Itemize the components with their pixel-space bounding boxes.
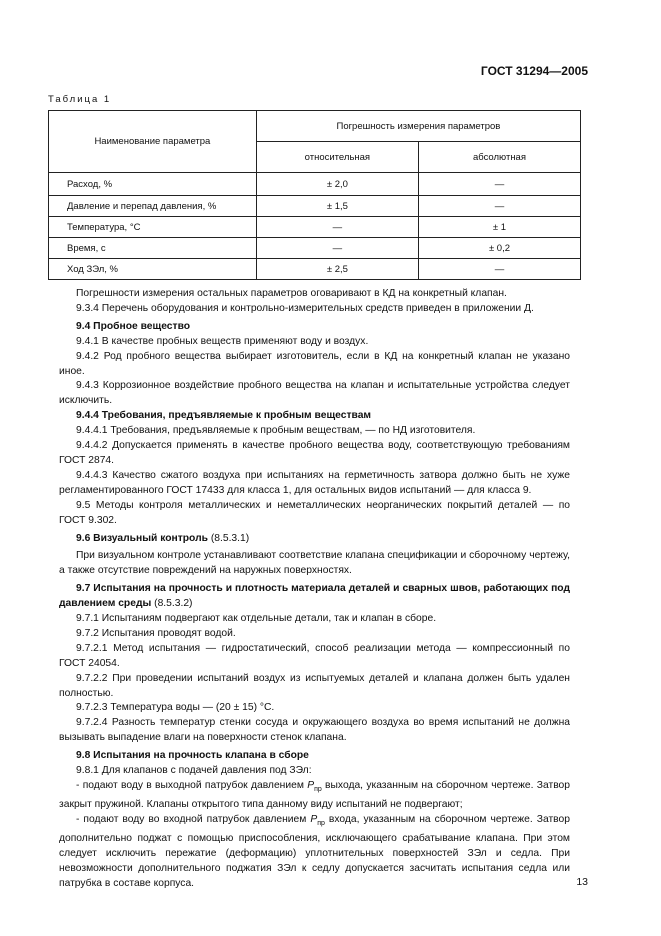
row-relative: ± 1,5 (256, 196, 418, 217)
paragraph: 9.4.4.2 Допускается применять в качестве пробного вещества воду, соответствующую требованиям ГОСТ 2874. (59, 440, 570, 466)
paragraph: 9.8.1 Для клапанов с подачей давления под ЗЭл: (76, 765, 312, 777)
row-name: Температура, °С (49, 217, 257, 238)
header-error-group: Погрешность измерения параметров (256, 111, 580, 142)
text-run: входа, указанным на сборочном чертеже. Затвор дополнительно поджат с помощью приспособления, исключающего срабатывание клапана. При этом следует исключить пережатие (деформацию) уплотнительных поверхностей ЗЭл и седла. При невозможности дополнительного поджатия ЗЭл к седлу допускается засчитать испытания седла или патрубка в составе корпуса. (59, 813, 570, 889)
paragraph: 9.7.2.2 При проведении испытаний воздух из испытуемых деталей и клапана должен быть удален полностью. (59, 672, 570, 699)
pressure-symbol: P (310, 813, 318, 825)
table-row (49, 238, 581, 259)
row-absolute: ± 1 (418, 217, 580, 238)
page-number: 13 (576, 876, 588, 888)
row-name: Расход, % (49, 173, 257, 196)
section-heading (59, 532, 570, 547)
text-run: - подают воду в выходной патрубок давлением (76, 780, 308, 791)
heading-text: 9.6 Визуальный контроль (76, 532, 208, 544)
paragraph: 9.4.4.1 Требования, предъявляемые к пробным веществам, — по НД изготовителя. (76, 425, 476, 437)
section-heading: 9.8 Испытания на прочность клапана в сборе (76, 750, 309, 762)
document-body (59, 287, 570, 891)
section-heading (59, 582, 570, 612)
table-row (49, 259, 581, 280)
paragraph: 9.7.2.3 Температура воды — (20 ± 15) °С. (76, 702, 275, 714)
table-label: Таблица 1 (48, 94, 112, 105)
paragraph: При визуальном контроле устанавливают соответствие клапана спецификации и сборочному чертежу, а также отсутствие повреждений на наружных поверхностях. (59, 550, 570, 577)
table-row (49, 217, 581, 238)
row-relative: — (256, 238, 418, 259)
paragraph: 9.7.2 Испытания проводят водой. (76, 627, 236, 639)
paragraph: 9.3.4 Перечень оборудования и контрольно-измерительных средств приведен в приложении Д. (76, 302, 534, 314)
table-row (49, 196, 581, 217)
paragraph: 9.4.4.3 Качество сжатого воздуха при испытаниях на герметичность затвора должно быть не хуже регламентированного ГОСТ 17433 для класса 1, для остальных видов испытаний — для класса 9. (59, 469, 570, 496)
table-row (49, 173, 581, 196)
parameter-error-table (48, 110, 581, 280)
row-name: Ход ЗЭл, % (49, 259, 257, 280)
row-relative: ± 2,5 (256, 259, 418, 280)
paragraph: 9.7.1 Испытаниям подвергают как отдельные детали, так и клапан в сборе. (76, 613, 437, 625)
heading-text: 9.7 Испытания на прочность и плотность материала деталей и сварных швов, работающих под давлением среды (59, 583, 570, 610)
heading-reference: (8.5.3.2) (151, 598, 193, 610)
paragraph (59, 779, 570, 813)
paragraph: 9.7.2.1 Метод испытания — гидростатический, способ реализации метода — компрессионный по ГОСТ 24054. (59, 642, 570, 669)
pressure-subscript: пр (314, 786, 322, 794)
row-absolute: — (418, 173, 580, 196)
row-name: Давление и перепад давления, % (49, 196, 257, 217)
paragraph: 9.7.2.4 Разность температур стенки сосуда и окружающего воздуха во время испытаний не должна вызывать выпадение влаги на поверхности стенок клапана. (59, 717, 570, 744)
paragraph: 9.4.2 Род пробного вещества выбирает изготовитель, если в КД на конкретный клапан не указано иное. (59, 350, 570, 377)
paragraph (59, 813, 570, 892)
header-relative: относительная (256, 142, 418, 173)
section-heading: 9.4 Пробное вещество (76, 320, 191, 332)
paragraph: 9.5 Методы контроля металлических и неметаллических неорганических покрытий деталей — по ГОСТ 9.302. (59, 499, 570, 526)
section-heading: 9.4.4 Требования, предъявляемые к пробным веществам (76, 410, 372, 422)
text-run: - подают воду во входной патрубок давлением (76, 813, 311, 825)
row-absolute: — (418, 259, 580, 280)
header-parameter-name: Наименование параметра (49, 111, 257, 173)
row-absolute: — (418, 196, 580, 217)
row-name: Время, с (49, 238, 257, 259)
text-run: выхода, указанным на сборочном чертеже. Затвор закрыт пружиной. Клапаны открытого типа данному виду испытаний не подвергают; (59, 780, 571, 810)
heading-reference: (8.5.3.1) (207, 532, 250, 544)
pressure-subscript: пр (317, 819, 325, 827)
paragraph: Погрешности измерения остальных параметров оговаривают в КД на конкретный клапан. (76, 288, 507, 299)
paragraph: 9.4.1 В качестве пробных веществ применяют воду и воздух. (76, 335, 369, 347)
row-relative: — (256, 217, 418, 238)
paragraph: 9.4.3 Коррозионное воздействие пробного вещества на клапан и испытательные устройства следует исключить. (59, 380, 570, 407)
row-absolute: ± 0,2 (418, 238, 580, 259)
standard-number: ГОСТ 31294—2005 (480, 64, 588, 78)
header-absolute: абсолютная (418, 142, 580, 173)
row-relative: ± 2,0 (256, 173, 418, 196)
pressure-symbol: P (307, 780, 315, 791)
